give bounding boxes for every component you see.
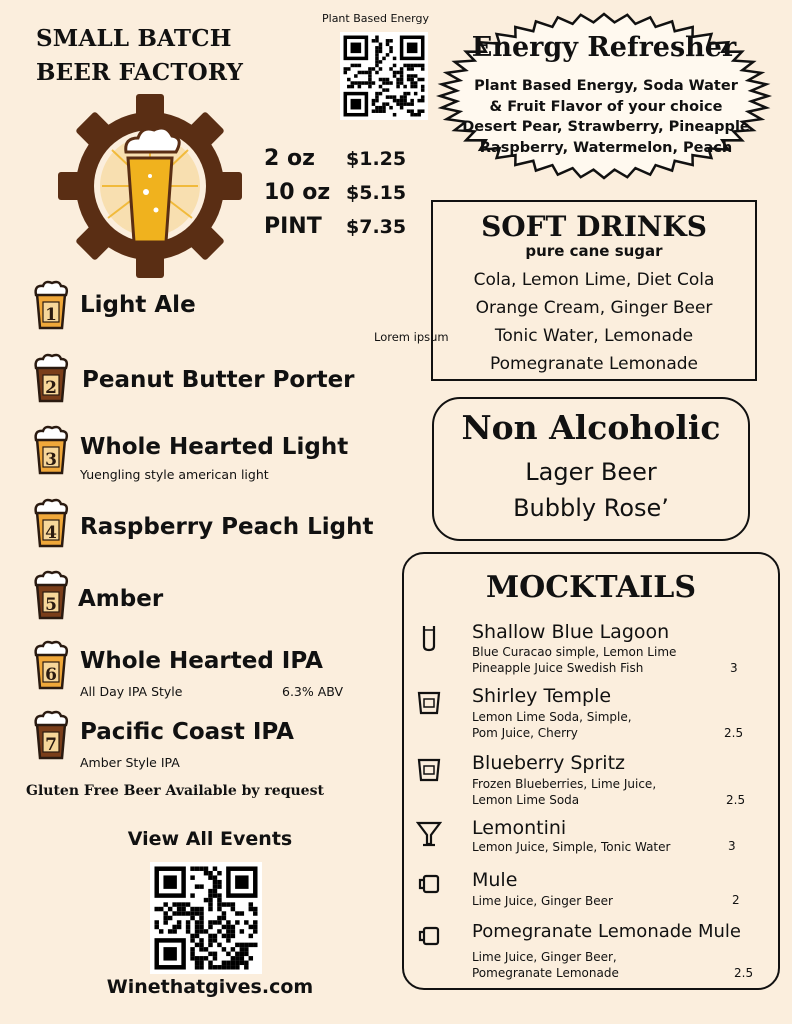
size-price: $7.35 [346, 216, 407, 238]
size-label: 10 oz [264, 180, 331, 205]
mocktail-desc-line: Lime Juice, Ginger Beer [472, 894, 613, 908]
energy-title: Energy Refresher [471, 32, 737, 63]
brand-line-1: SMALL BATCH [36, 25, 232, 52]
mocktail-desc-line: Lemon Juice, Simple, Tonic Water [472, 840, 671, 854]
size-price: $1.25 [346, 148, 407, 170]
beer-glass-icon [31, 710, 71, 760]
mocktail-name: Shirley Temple [472, 685, 612, 707]
size-label: 2 oz [264, 146, 315, 171]
beer-name: Peanut Butter Porter [82, 367, 355, 393]
qr-code-icon[interactable] [340, 32, 428, 120]
mocktail-desc-line: Lime Juice, Ginger Beer, [472, 950, 617, 964]
beer-number: 4 [45, 523, 57, 543]
size-row-pint [264, 214, 414, 239]
mocktail-description [472, 709, 632, 741]
size-row-10oz [264, 180, 414, 205]
beer-number: 5 [45, 595, 57, 615]
beer-style: Yuengling style american light [80, 467, 269, 482]
non-alcoholic-list [432, 454, 750, 526]
mule-mug-icon [416, 922, 442, 950]
mocktail-description [472, 776, 656, 808]
beer-name: Light Ale [80, 292, 196, 318]
beer-gear-logo-icon [58, 92, 242, 278]
beer-glass-icon [31, 570, 71, 620]
beer-name: Whole Hearted Light [80, 434, 349, 460]
size-row-2oz [264, 146, 414, 171]
tall-glass-icon [416, 624, 442, 652]
beer-abv: 6.3% ABV [282, 684, 344, 699]
beer-name: Raspberry Peach Light [80, 514, 374, 540]
mocktail-desc-line: Blue Curacao simple, Lemon Lime [472, 645, 677, 659]
energy-line: Raspberry, Watermelon, Peach [479, 139, 733, 156]
mocktail-description [472, 893, 613, 909]
energy-line: Plant Based Energy, Soda Water [474, 78, 738, 94]
beer-number: 2 [45, 378, 57, 398]
soft-drinks-title: SOFT DRINKS [481, 210, 707, 243]
rocks-glass-icon [416, 689, 442, 717]
mocktail-desc-line: Lemon Lime Soda, Simple, [472, 710, 632, 724]
beer-name: Amber [78, 586, 164, 612]
mocktail-description [472, 644, 676, 676]
mocktail-price: 2 [732, 893, 740, 907]
beer-number: 6 [45, 665, 57, 685]
mocktail-name: Shallow Blue Lagoon [472, 621, 670, 643]
non-alcoholic-item: Lager Beer [525, 458, 657, 486]
mocktail-desc-line: Pineapple Juice Swedish Fish [472, 661, 644, 675]
size-label: PINT [264, 214, 322, 239]
brand-title [36, 22, 286, 90]
energy-line: Desert Pear, Strawberry, Pineapple [462, 119, 750, 135]
rocks-glass-icon [416, 756, 442, 784]
energy-description [450, 76, 762, 158]
mocktails-title: MOCKTAILS [485, 570, 697, 605]
mocktail-price: 3 [730, 661, 738, 675]
energy-line: & Fruit Flavor of your choice [489, 98, 723, 115]
qr-code-icon[interactable] [150, 862, 262, 974]
beer-glass-icon [31, 353, 71, 403]
mocktail-name: Pomegranate Lemonade Mule [472, 921, 741, 942]
beer-number: 3 [45, 450, 57, 470]
soft-drinks-line: Orange Cream, Ginger Beer [475, 298, 713, 318]
beer-number: 7 [45, 735, 57, 755]
beer-glass-icon [31, 280, 71, 330]
non-alcoholic-item: Bubbly Rose’ [513, 494, 669, 522]
beer-style: Amber Style IPA [80, 755, 180, 770]
mocktail-desc-line: Frozen Blueberries, Lime Juice, [472, 777, 657, 791]
soft-drinks-line: Pomegranate Lemonade [489, 354, 699, 374]
size-price: $5.15 [346, 182, 407, 204]
mocktail-desc-line: Pomegranate Lemonade [472, 966, 619, 980]
beer-glass-icon [31, 498, 71, 548]
beer-number: 1 [45, 305, 57, 325]
non-alcoholic-title: Non Alcoholic [461, 408, 721, 447]
mocktail-price: 2.5 [726, 793, 746, 807]
beer-glass-icon [31, 640, 71, 690]
soft-drinks-line: Cola, Lemon Lime, Diet Cola [473, 270, 715, 290]
beer-name: Whole Hearted IPA [80, 648, 323, 674]
mocktail-name: Lemontini [472, 817, 567, 839]
soft-drinks-subtitle: pure cane sugar [525, 242, 663, 260]
mocktail-price: 2.5 [724, 726, 744, 740]
mocktail-name: Blueberry Spritz [472, 752, 626, 774]
mocktail-name: Mule [472, 869, 518, 891]
side-note: Lorem ipsum [374, 330, 449, 344]
martini-glass-icon [416, 820, 442, 848]
mocktail-description [472, 839, 670, 855]
mule-mug-icon [416, 870, 442, 898]
mocktail-price: 3 [728, 839, 736, 853]
mocktail-desc-line: Pom Juice, Cherry [472, 726, 578, 740]
website-link[interactable]: Winethatgives.com [106, 976, 314, 998]
soft-drinks-line: Tonic Water, Lemonade [494, 326, 694, 346]
beer-glass-icon [31, 425, 71, 475]
brand-line-2: BEER FACTORY [36, 59, 244, 86]
beer-name: Pacific Coast IPA [80, 719, 294, 745]
events-title: View All Events [127, 828, 293, 850]
gluten-free-note: Gluten Free Beer Available by request [26, 783, 324, 799]
mocktail-desc-line: Lemon Lime Soda [472, 793, 580, 807]
qr-top-label: Plant Based Energy [322, 12, 429, 25]
soft-drinks-list [436, 266, 752, 378]
mocktail-price: 2.5 [734, 966, 754, 980]
mocktail-description [472, 949, 619, 981]
beer-style: All Day IPA Style [80, 684, 183, 699]
